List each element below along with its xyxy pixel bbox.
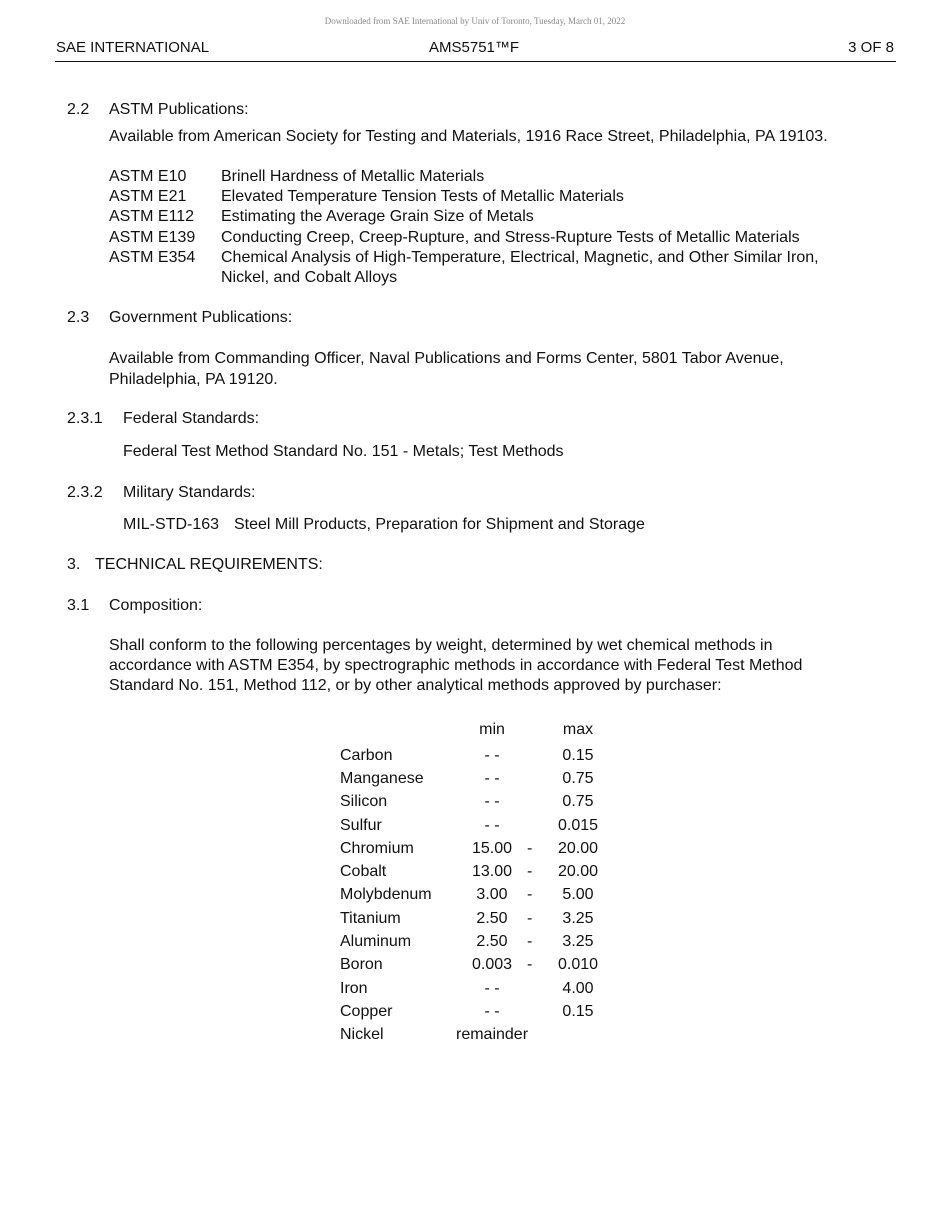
min-value: - - xyxy=(484,747,500,764)
min-value: 13.00 xyxy=(471,863,513,880)
element-name: Iron xyxy=(340,980,368,997)
element-name: Sulfur xyxy=(340,817,382,834)
section-2-3-availability-line-2: Philadelphia, PA 19120. xyxy=(109,371,278,388)
min-value: 2.50 xyxy=(476,910,508,927)
section-2-2-number: 2.2 xyxy=(67,101,90,118)
section-2-3-2-title: Military Standards: xyxy=(123,484,256,501)
max-value: 5.00 xyxy=(562,886,594,903)
min-value: 0.003 xyxy=(471,956,513,973)
section-3-1-title: Composition: xyxy=(109,597,203,614)
max-value: 3.25 xyxy=(562,910,594,927)
element-name: Molybdenum xyxy=(340,886,432,903)
range-dash: - xyxy=(527,840,533,857)
element-name: Copper xyxy=(340,1003,393,1020)
min-column-header: min xyxy=(479,721,505,738)
element-name: Carbon xyxy=(340,747,393,764)
element-name: Nickel xyxy=(340,1026,384,1043)
max-value: 20.00 xyxy=(557,863,599,880)
section-3-1-number: 3.1 xyxy=(67,597,90,614)
section-3-title: TECHNICAL REQUIREMENTS: xyxy=(95,556,323,573)
military-standard-title: Steel Mill Products, Preparation for Shipment and Storage xyxy=(234,516,645,533)
reference-code: ASTM E112 xyxy=(109,208,195,225)
range-dash: - xyxy=(527,910,533,927)
max-value: 0.15 xyxy=(562,1003,594,1020)
min-value: - - xyxy=(484,770,500,787)
element-name: Chromium xyxy=(340,840,414,857)
section-2-3-title: Government Publications: xyxy=(109,309,293,326)
reference-title: Conducting Creep, Creep-Rupture, and Stress-Rupture Tests of Metallic Materials xyxy=(221,229,800,246)
min-value: - - xyxy=(484,793,500,810)
element-name: Titanium xyxy=(340,910,401,927)
range-dash: - xyxy=(527,956,533,973)
range-dash: - xyxy=(527,886,533,903)
section-2-3-1-title: Federal Standards: xyxy=(123,410,260,427)
min-value: - - xyxy=(484,1003,500,1020)
min-value: 2.50 xyxy=(476,933,508,950)
reference-code: ASTM E10 xyxy=(109,168,187,185)
max-value: 3.25 xyxy=(562,933,594,950)
range-dash: - xyxy=(527,933,533,950)
reference-title-continued: Nickel, and Cobalt Alloys xyxy=(221,269,398,286)
section-3-1-paragraph-line-2: accordance with ASTM E354, by spectrographic methods in accordance with Federal Test Method xyxy=(109,657,803,674)
reference-code: ASTM E354 xyxy=(109,249,196,266)
section-3-1-paragraph-line-3: Standard No. 151, Method 112, or by other analytical methods approved by purchaser: xyxy=(109,677,722,694)
section-3-1-paragraph-line-1: Shall conform to the following percentages by weight, determined by wet chemical methods in xyxy=(109,637,773,654)
max-column-header: max xyxy=(562,721,594,738)
min-value: - - xyxy=(484,980,500,997)
min-value: 15.00 xyxy=(471,840,513,857)
max-value: 0.15 xyxy=(562,747,594,764)
reference-title: Elevated Temperature Tension Tests of Metallic Materials xyxy=(221,188,624,205)
min-value: 3.00 xyxy=(476,886,508,903)
max-value: 0.75 xyxy=(562,770,594,787)
reference-title: Estimating the Average Grain Size of Metals xyxy=(221,208,534,225)
element-name: Boron xyxy=(340,956,383,973)
section-2-2-title: ASTM Publications: xyxy=(109,101,249,118)
max-value: 20.00 xyxy=(557,840,599,857)
section-2-3-1-number: 2.3.1 xyxy=(67,410,103,427)
max-value: 0.010 xyxy=(557,956,599,973)
page-header xyxy=(55,39,896,62)
min-value: remainder xyxy=(455,1026,529,1043)
section-2-3-2-number: 2.3.2 xyxy=(67,484,103,501)
element-name: Manganese xyxy=(340,770,424,787)
section-2-2-availability: Available from American Society for Testing and Materials, 1916 Race Street, Philadelphia, PA 19103. xyxy=(109,128,828,145)
reference-title: Brinell Hardness of Metallic Materials xyxy=(221,168,485,185)
max-value: 4.00 xyxy=(562,980,594,997)
header-page-number: 3 OF 8 xyxy=(848,39,894,56)
section-2-3-number: 2.3 xyxy=(67,309,90,326)
min-value: - - xyxy=(484,817,500,834)
military-standard-code: MIL-STD-163 xyxy=(123,516,220,533)
reference-code: ASTM E139 xyxy=(109,229,196,246)
section-3-number: 3. xyxy=(67,556,81,573)
range-dash: - xyxy=(527,863,533,880)
section-2-3-availability-line-1: Available from Commanding Officer, Naval Publications and Forms Center, 5801 Tabor Avenue, xyxy=(109,350,784,367)
max-value: 0.75 xyxy=(562,793,594,810)
element-name: Silicon xyxy=(340,793,388,810)
element-name: Aluminum xyxy=(340,933,412,950)
header-organization: SAE INTERNATIONAL xyxy=(56,39,210,56)
header-document-id: AMS5751™F xyxy=(429,39,520,56)
element-name: Cobalt xyxy=(340,863,387,880)
reference-title: Chemical Analysis of High-Temperature, Electrical, Magnetic, and Other Similar Iron, xyxy=(221,249,819,266)
download-watermark: Downloaded from SAE International by Univ of Toronto, Tuesday, March 01, 2022 xyxy=(324,16,626,26)
section-2-3-1-body: Federal Test Method Standard No. 151 - Metals; Test Methods xyxy=(123,443,564,460)
max-value: 0.015 xyxy=(557,817,599,834)
reference-code: ASTM E21 xyxy=(109,188,187,205)
